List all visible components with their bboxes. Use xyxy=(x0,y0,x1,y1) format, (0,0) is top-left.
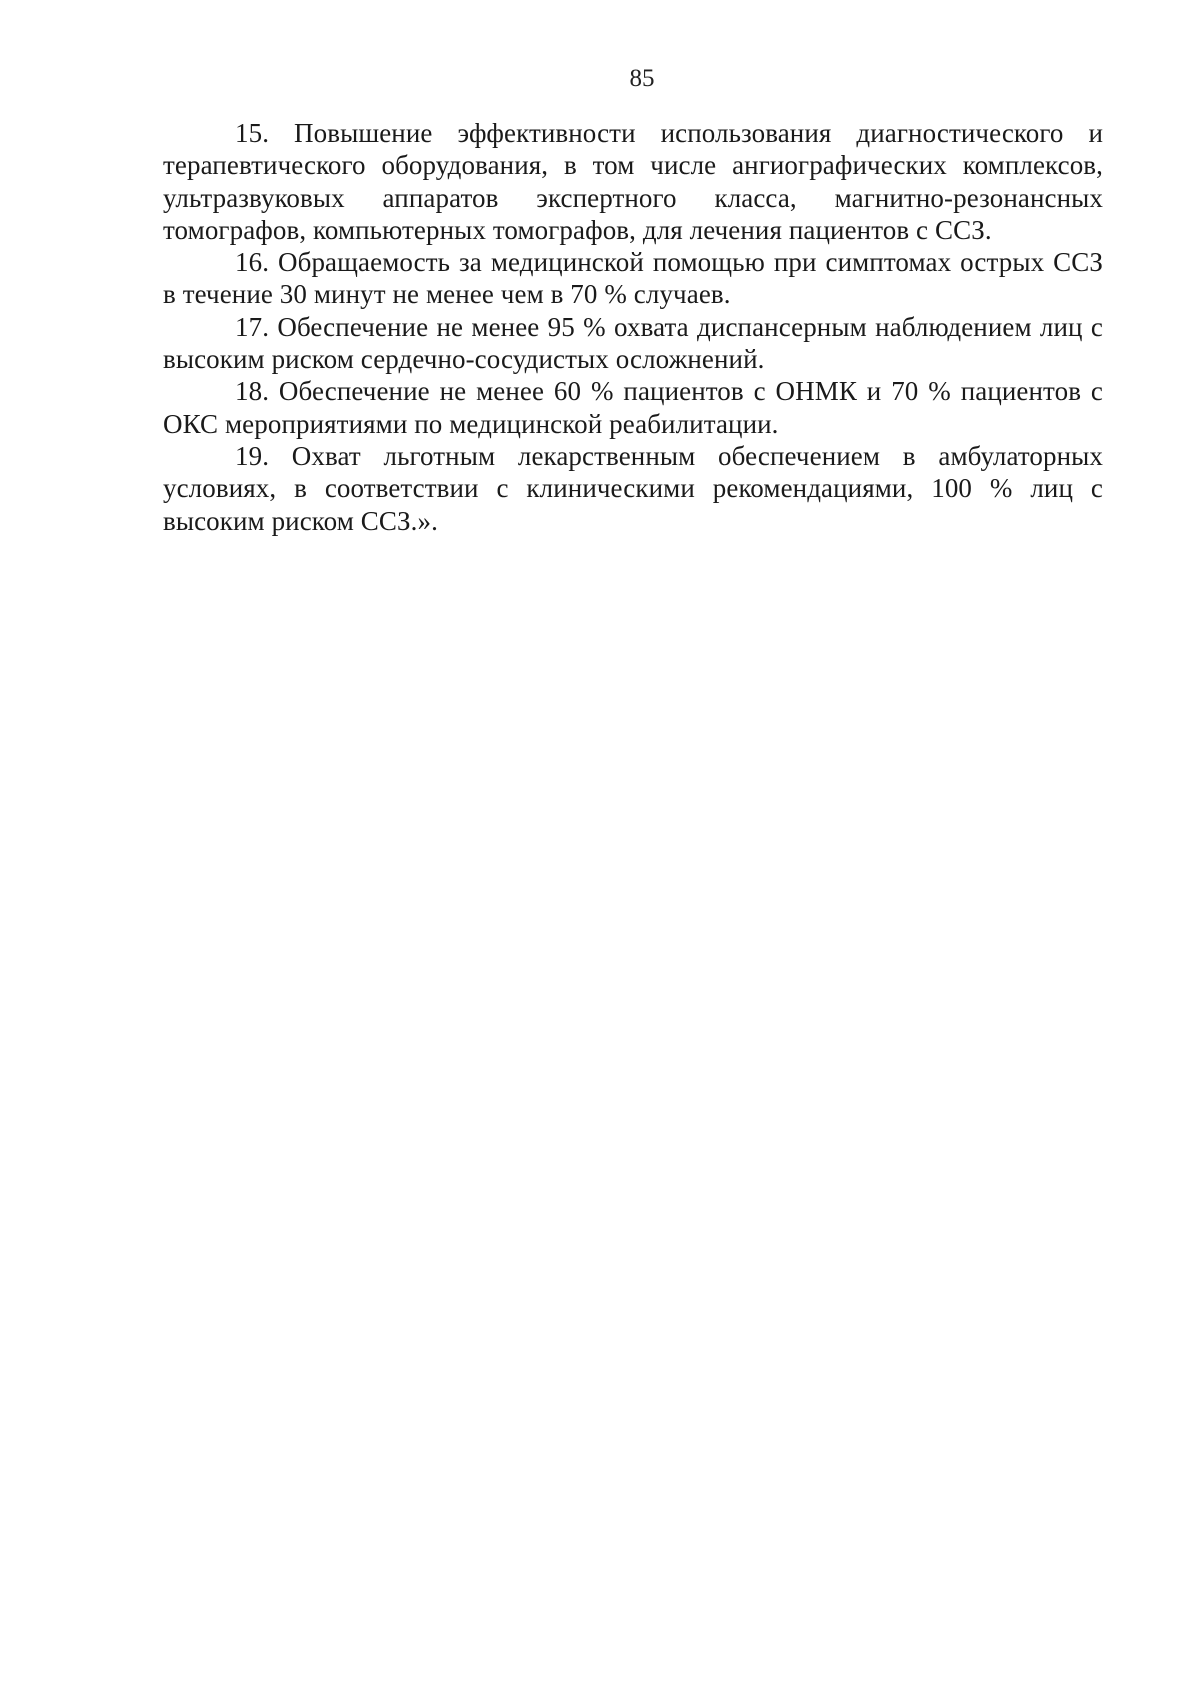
page-number: 85 xyxy=(629,65,655,92)
document-body xyxy=(163,117,1103,537)
paragraph-item-18: 18. Обеспечение не менее 60 % пациентов с ОНМК и 70 % пациентов с ОКС мероприятиями по медицинской реабилитации. xyxy=(163,376,1103,439)
paragraph-item-17: 17. Обеспечение не менее 95 % охвата диспансерным наблюдением лиц с высоким риском сердечно-сосудистых осложнений. xyxy=(163,311,1103,375)
paragraph-item-16: 16. Обращаемость за медицинской помощью при симптомах острых ССЗ в течение 30 минут не менее чем в 70 % случаев. xyxy=(163,247,1103,310)
paragraph-item-19: 19. Охват льготным лекарственным обеспечением в амбулаторных условиях, в соответствии с клиническими рекомендациями, 100 % лиц с высоким риском ССЗ.». xyxy=(163,440,1103,536)
paragraph-item-15: 15. Повышение эффективности использования диагностического и терапевтического оборудования, в том числе ангиографических комплексов, ультразвуковых аппаратов экспертного класса, магнитно-резонансных томографов, компьютерных томографов, для лечения пациентов с ССЗ. xyxy=(163,118,1103,245)
